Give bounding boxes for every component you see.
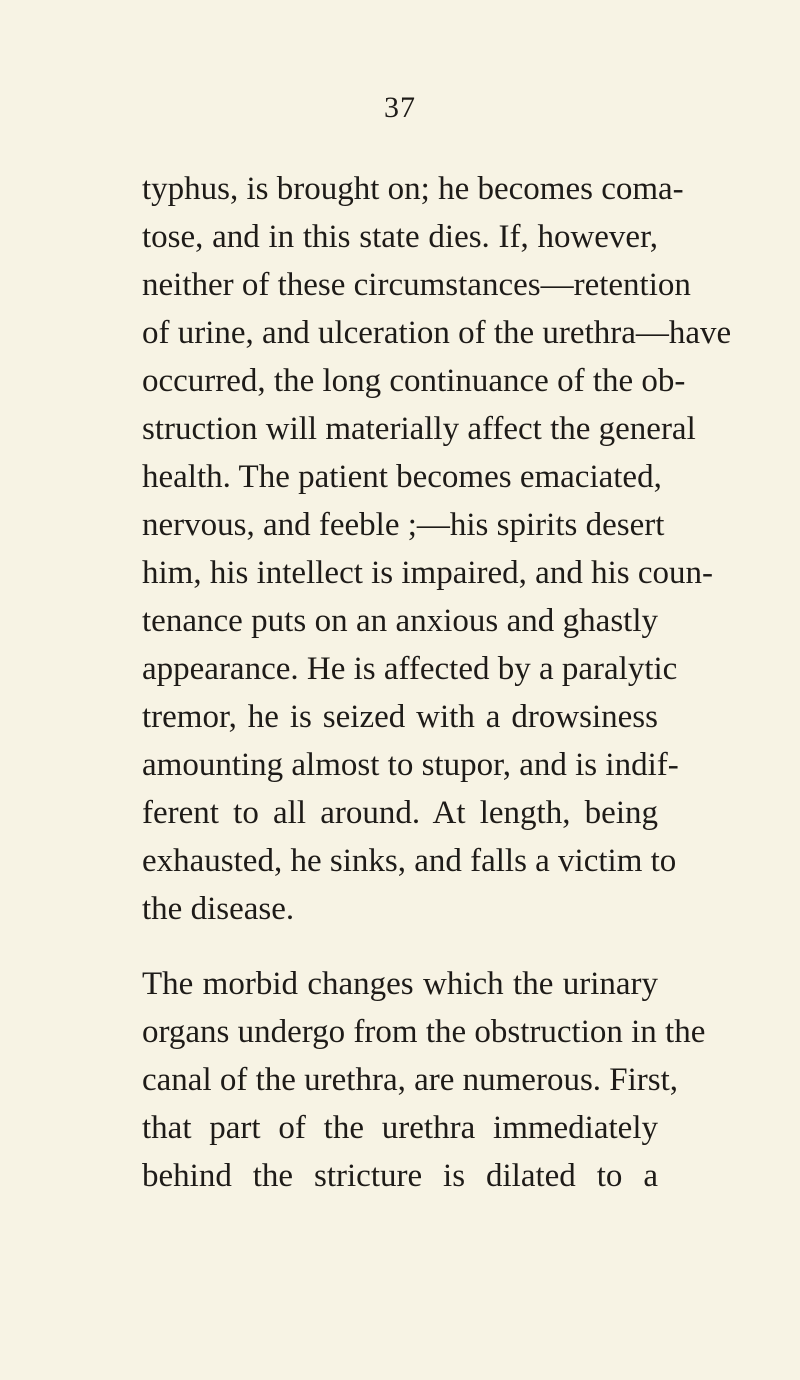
text-line: canal of the urethra, are numerous. First, — [142, 1062, 679, 1098]
text-line: exhausted, he sinks, and falls a victim to — [142, 843, 677, 879]
text-line: the disease. — [142, 891, 295, 927]
text-line: behind the stricture is dilated to a — [142, 1158, 658, 1194]
text-line: tose, and in this state dies. If, however, — [142, 219, 658, 255]
text-line: nervous, and feeble ;—his spirits desert — [142, 507, 665, 543]
paragraph — [142, 165, 732, 933]
text-line: organs undergo from the obstruction in the — [142, 1014, 706, 1050]
text-line: neither of these circumstances—retention — [142, 267, 691, 303]
text-line: appearance. He is affected by a paralytic — [142, 651, 678, 687]
text-line: The morbid changes which the urinary — [142, 966, 658, 1002]
text-line: struction will materially affect the general — [142, 411, 696, 447]
text-line: typhus, is brought on; he becomes coma- — [142, 171, 684, 207]
text-line: health. The patient becomes emaciated, — [142, 459, 662, 495]
page-number: 37 — [384, 91, 416, 124]
text-line: tremor, he is seized with a drowsiness — [142, 699, 658, 735]
text-line: him, his intellect is impaired, and his coun- — [142, 555, 713, 591]
text-line: amounting almost to stupor, and is indif- — [142, 747, 679, 783]
text-line: of urine, and ulceration of the urethra—have — [142, 315, 732, 351]
text-line: tenance puts on an anxious and ghastly — [142, 603, 658, 639]
paragraph — [142, 960, 706, 1200]
text-line: that part of the urethra immediately — [142, 1110, 658, 1146]
text-line: ferent to all around. At length, being — [142, 795, 658, 831]
text-line: occurred, the long continuance of the ob- — [142, 363, 686, 399]
